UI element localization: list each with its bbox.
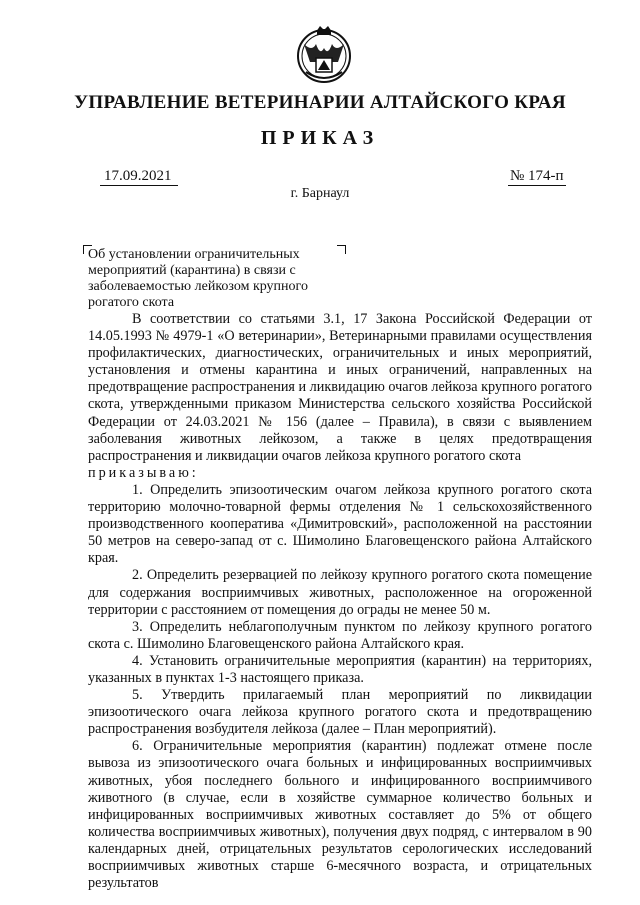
subject-text: Об установлении ограничительных мероприятий (карантина) в связи с заболеваемостью лейкозом крупного рогатого скота	[88, 247, 308, 310]
subject-bracket-right	[337, 245, 346, 254]
item-1: 1. Определить эпизоотическим очагом лейкоза крупного рогатого скота территорию молочно-товарной фермы отделения № 1 сельскохозяйственного производственного кооператива «Димитровский», расположенной на расстоянии 50 метров на северо-запад от с. Шимолино Благовещенского района Алтайского края.	[88, 481, 592, 567]
item-3: 3. Определить неблагополучным пунктом по лейкозу крупного рогатого скота с. Шимолино Благовещенского района Алтайского края.	[88, 618, 592, 652]
order-word: приказываю:	[88, 464, 199, 481]
preamble-paragraph	[88, 311, 592, 465]
order-body	[88, 311, 592, 892]
document-type: ПРИКАЗ	[260, 127, 380, 149]
item-2: 2. Определить резервацией по лейкозу крупного рогатого скота помещение для содержания восприимчивых животных, расположенное на огороженной территории с расстоянием от помещения до ограды не менее 50 м.	[88, 567, 592, 618]
item-6: 6. Ограничительные мероприятия (карантин) подлежат отмене после вывоза из эпизоотического очага больных и инфицированных восприимчивых животных, убоя последнего больного и инфицированного восприимчивого животного (в случае, если в хозяйстве суммарное количество больных и инфицированных восприимчивых животных составляет до 5% от общего количества восприимчивых животных), получения двух подряд, с интервалом в 90 календарных дней, отрицательных результатов серологических исследований восприимчивых животных старше 6-месячного возраста, и отрицательных результатов	[88, 738, 592, 892]
preamble-text: В соответствии со статьями 3.1, 17 Закона Российской Федерации от 14.05.1993 № 4979-1 «О ветеринарии», Ветеринарными правилами осуществления профилактических, диагностических, ограничительных и иных мероприятий, установления и отмены карантина и иных ограничений, направленных на предотвращение распространения и ликвидацию очагов лейкоза крупного рогатого скота, утвержденными приказом Министерства сельского хозяйства Российской Федерации от 24.03.2021 № 156 (далее – Правила), в связи с выявлением заболевания животных лейкозом, а также в целях предотвращения распространения и ликвидации очагов лейкоза крупного рогатого скота	[88, 311, 592, 464]
subject-bracket-left	[83, 245, 92, 254]
order-word-paragraph	[88, 465, 592, 482]
city: г. Барнаул	[290, 186, 350, 201]
coat-of-arms-emblem	[292, 22, 356, 86]
order-subject	[88, 247, 338, 311]
item-5: 5. Утвердить прилагаемый план мероприятий по ликвидации эпизоотического очага лейкоза крупного рогатого скота и предотвращению распространения возбудителя лейкоза (далее – План мероприятий).	[88, 687, 592, 738]
order-number: № 174-п	[510, 168, 564, 184]
organization-name: УПРАВЛЕНИЕ ВЕТЕРИНАРИИ АЛТАЙСКОГО КРАЯ	[74, 92, 566, 113]
item-4: 4. Установить ограничительные мероприятия (карантин) на территориях, указанных в пунктах 1-3 настоящего приказа.	[88, 652, 592, 686]
order-date: 17.09.2021	[100, 168, 178, 186]
